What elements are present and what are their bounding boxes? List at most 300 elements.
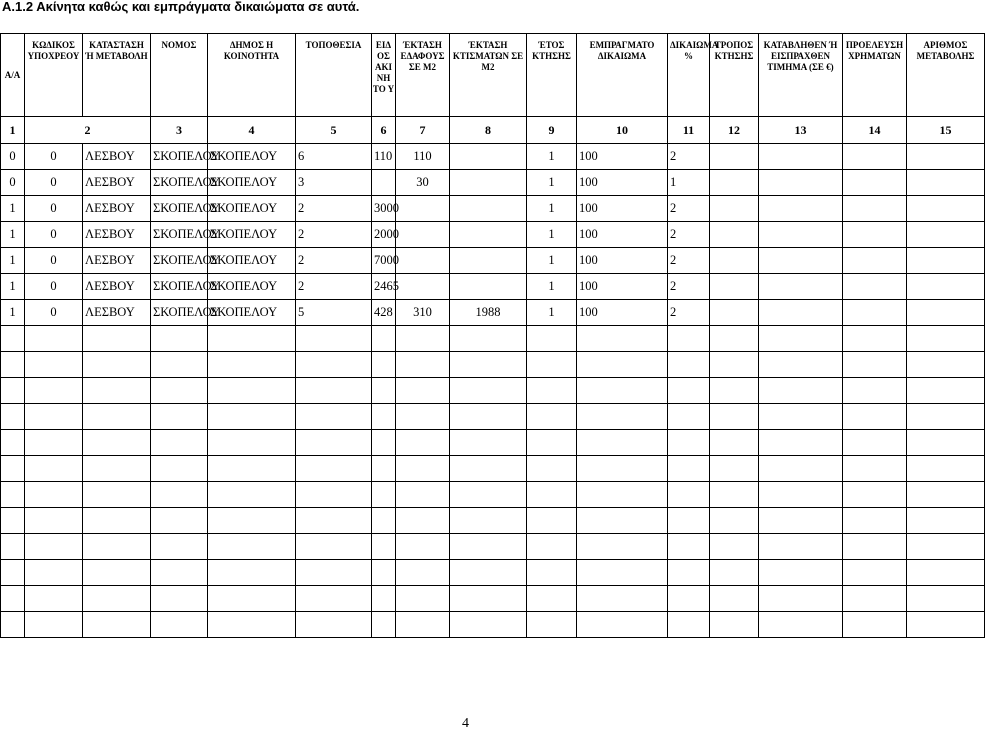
cell-land (372, 170, 396, 196)
cell-topos: ΣΚΟΠΕΛΟΥ (208, 222, 296, 248)
cell-aa: 1 (1, 222, 25, 248)
cell-mode: 1 (668, 170, 710, 196)
empty-cell (577, 560, 668, 586)
empty-cell (396, 378, 450, 404)
empty-row (1, 534, 985, 560)
empty-cell (907, 586, 985, 612)
empty-cell (1, 404, 25, 430)
empty-cell (296, 586, 372, 612)
cell-pct: 100 (577, 248, 668, 274)
empty-cell (843, 586, 907, 612)
empty-cell (1, 430, 25, 456)
empty-cell (1, 352, 25, 378)
empty-cell (843, 300, 907, 326)
column-number-row (1, 117, 985, 144)
empty-cell (843, 222, 907, 248)
empty-cell (710, 534, 759, 560)
table-row (1, 222, 985, 248)
empty-cell (83, 378, 151, 404)
header-cell: ΑΡΙΘΜΟΣ ΜΕΤΑΒΟΛΗΣ (907, 34, 985, 117)
empty-cell (396, 326, 450, 352)
header-cell: ΕΙΔ ΟΣ ΑΚΙ ΝΗ ΤΟ Υ (372, 34, 396, 117)
header-cell: ΝΟΜΟΣ (151, 34, 208, 117)
empty-cell (83, 404, 151, 430)
empty-cell (208, 508, 296, 534)
empty-cell (208, 534, 296, 560)
empty-cell (527, 508, 577, 534)
empty-cell (450, 612, 527, 638)
empty-cell (843, 534, 907, 560)
cell-topos: ΣΚΟΠΕΛΟΥ (208, 196, 296, 222)
empty-cell (759, 274, 843, 300)
cell-eidos: 2 (296, 274, 372, 300)
empty-cell (396, 352, 450, 378)
empty-cell (907, 326, 985, 352)
empty-cell (1, 560, 25, 586)
empty-cell (577, 352, 668, 378)
empty-cell (759, 612, 843, 638)
empty-cell (450, 404, 527, 430)
empty-cell (1, 482, 25, 508)
cell-topos: ΣΚΟΠΕΛΟΥ (208, 144, 296, 170)
cell-right: 1 (527, 144, 577, 170)
empty-cell (668, 482, 710, 508)
cell-dimos: ΣΚΟΠΕΛΟΥ (151, 196, 208, 222)
empty-cell (710, 222, 759, 248)
cell-right: 1 (527, 248, 577, 274)
empty-cell (527, 326, 577, 352)
empty-cell (296, 508, 372, 534)
empty-cell (450, 560, 527, 586)
cell-built: 110 (396, 144, 450, 170)
column-number: 15 (907, 117, 985, 144)
empty-cell (372, 612, 396, 638)
column-number: 4 (208, 117, 296, 144)
empty-cell (151, 508, 208, 534)
cell-status: 0 (25, 300, 83, 326)
empty-cell (710, 612, 759, 638)
empty-cell (396, 560, 450, 586)
empty-cell (843, 482, 907, 508)
empty-cell (710, 326, 759, 352)
empty-cell (296, 534, 372, 560)
cell-eidos: 6 (296, 144, 372, 170)
empty-cell (843, 326, 907, 352)
empty-cell (843, 404, 907, 430)
cell-aa: 0 (1, 144, 25, 170)
empty-cell (527, 456, 577, 482)
empty-cell (668, 430, 710, 456)
cell-status: 0 (25, 274, 83, 300)
empty-cell (25, 482, 83, 508)
empty-cell (710, 196, 759, 222)
empty-cell (577, 430, 668, 456)
empty-cell (372, 456, 396, 482)
empty-cell (1, 534, 25, 560)
empty-cell (25, 378, 83, 404)
empty-cell (396, 612, 450, 638)
empty-cell (151, 534, 208, 560)
cell-status: 0 (25, 170, 83, 196)
empty-cell (25, 326, 83, 352)
cell-built: 310 (396, 300, 450, 326)
empty-cell (759, 170, 843, 196)
empty-cell (151, 482, 208, 508)
empty-cell (208, 456, 296, 482)
empty-cell (450, 378, 527, 404)
empty-cell (151, 560, 208, 586)
table-row (1, 300, 985, 326)
cell-eidos: 5 (296, 300, 372, 326)
empty-cell (151, 326, 208, 352)
empty-cell (83, 482, 151, 508)
empty-cell (208, 404, 296, 430)
cell-dimos: ΣΚΟΠΕΛΟΥ (151, 144, 208, 170)
empty-cell (843, 144, 907, 170)
cell-right: 1 (527, 300, 577, 326)
cell-dimos: ΣΚΟΠΕΛΟΥ (151, 300, 208, 326)
empty-cell (151, 612, 208, 638)
header-cell: ΠΡΟΕΛΕΥΣΗ ΧΡΗΜΑΤΩΝ (843, 34, 907, 117)
empty-cell (668, 326, 710, 352)
empty-cell (668, 352, 710, 378)
empty-cell (907, 222, 985, 248)
empty-cell (208, 326, 296, 352)
empty-cell (450, 534, 527, 560)
cell-pct: 100 (577, 274, 668, 300)
empty-cell (25, 404, 83, 430)
empty-cell (372, 482, 396, 508)
cell-pct: 100 (577, 300, 668, 326)
empty-cell (372, 352, 396, 378)
empty-cell (577, 378, 668, 404)
empty-cell (577, 586, 668, 612)
empty-cell (710, 352, 759, 378)
empty-cell (296, 352, 372, 378)
empty-cell (450, 508, 527, 534)
cell-built (396, 274, 450, 300)
empty-cell (759, 222, 843, 248)
empty-cell (151, 456, 208, 482)
header-cell: ΚΑΤΑΣΤΑΣΗ Ή ΜΕΤΑΒΟΛΗ (83, 34, 151, 117)
empty-cell (759, 508, 843, 534)
empty-cell (83, 508, 151, 534)
column-number: 13 (759, 117, 843, 144)
cell-right: 1 (527, 196, 577, 222)
empty-cell (208, 352, 296, 378)
empty-cell (1, 586, 25, 612)
empty-cell (759, 586, 843, 612)
cell-mode: 2 (668, 274, 710, 300)
cell-aa: 1 (1, 300, 25, 326)
empty-cell (668, 586, 710, 612)
empty-cell (759, 326, 843, 352)
cell-pct: 100 (577, 144, 668, 170)
empty-cell (527, 560, 577, 586)
header-cell: ΈΚΤΑΣΗ ΕΔΑΦΟΥΣ ΣΕ Μ2 (396, 34, 450, 117)
empty-cell (296, 430, 372, 456)
empty-cell (843, 612, 907, 638)
empty-cell (759, 560, 843, 586)
empty-cell (843, 378, 907, 404)
empty-row (1, 508, 985, 534)
empty-cell (668, 508, 710, 534)
cell-topos: ΣΚΟΠΕΛΟΥ (208, 248, 296, 274)
column-number: 12 (710, 117, 759, 144)
empty-row (1, 326, 985, 352)
cell-eidos: 3 (296, 170, 372, 196)
cell-dimos: ΣΚΟΠΕΛΟΥ (151, 222, 208, 248)
empty-row (1, 378, 985, 404)
empty-row (1, 612, 985, 638)
empty-cell (450, 456, 527, 482)
empty-cell (151, 352, 208, 378)
empty-cell (907, 612, 985, 638)
cell-topos: ΣΚΟΠΕΛΟΥ (208, 274, 296, 300)
empty-cell (372, 378, 396, 404)
empty-cell (396, 534, 450, 560)
table-row (1, 144, 985, 170)
empty-cell (527, 378, 577, 404)
cell-pct: 100 (577, 196, 668, 222)
empty-cell (710, 586, 759, 612)
empty-cell (25, 612, 83, 638)
empty-cell (527, 430, 577, 456)
empty-cell (710, 560, 759, 586)
empty-cell (710, 248, 759, 274)
cell-nomos: ΛΕΣΒΟΥ (83, 196, 151, 222)
empty-cell (151, 586, 208, 612)
cell-mode: 2 (668, 222, 710, 248)
empty-cell (759, 430, 843, 456)
empty-cell (208, 612, 296, 638)
empty-cell (577, 482, 668, 508)
empty-cell (710, 430, 759, 456)
empty-cell (907, 274, 985, 300)
empty-cell (843, 196, 907, 222)
empty-cell (710, 300, 759, 326)
header-cell: ΈΚΤΑΣΗ ΚΤΙΣΜΑΤΩΝ ΣΕ Μ2 (450, 34, 527, 117)
empty-cell (296, 326, 372, 352)
header-cell: ΈΤΟΣ ΚΤΗΣΗΣ (527, 34, 577, 117)
empty-cell (907, 196, 985, 222)
empty-cell (907, 378, 985, 404)
empty-cell (527, 352, 577, 378)
empty-cell (843, 560, 907, 586)
empty-cell (25, 508, 83, 534)
empty-cell (296, 456, 372, 482)
column-number: 1 (1, 117, 25, 144)
empty-cell (668, 378, 710, 404)
cell-nomos: ΛΕΣΒΟΥ (83, 222, 151, 248)
empty-cell (759, 352, 843, 378)
empty-cell (759, 378, 843, 404)
empty-cell (396, 586, 450, 612)
empty-cell (907, 456, 985, 482)
empty-cell (843, 248, 907, 274)
section-title: Α.1.2 Ακίνητα καθώς και εμπράγματα δικαιώματα σε αυτά. (2, 0, 360, 14)
empty-cell (843, 274, 907, 300)
empty-cell (83, 534, 151, 560)
empty-cell (208, 586, 296, 612)
header-row (1, 34, 985, 117)
cell-dimos: ΣΚΟΠΕΛΟΥ (151, 170, 208, 196)
empty-cell (450, 586, 527, 612)
cell-year (450, 144, 527, 170)
column-number: 6 (372, 117, 396, 144)
cell-mode: 2 (668, 248, 710, 274)
cell-nomos: ΛΕΣΒΟΥ (83, 274, 151, 300)
empty-cell (296, 404, 372, 430)
empty-cell (296, 612, 372, 638)
empty-cell (396, 430, 450, 456)
cell-nomos: ΛΕΣΒΟΥ (83, 248, 151, 274)
cell-year (450, 222, 527, 248)
empty-cell (372, 508, 396, 534)
empty-cell (372, 560, 396, 586)
cell-status: 0 (25, 248, 83, 274)
empty-cell (759, 404, 843, 430)
cell-year: 1988 (450, 300, 527, 326)
empty-cell (710, 508, 759, 534)
header-cell: ΤΡΟΠΟΣ ΚΤΗΣΗΣ (710, 34, 759, 117)
empty-cell (1, 326, 25, 352)
cell-status: 0 (25, 144, 83, 170)
empty-cell (577, 456, 668, 482)
cell-status: 0 (25, 196, 83, 222)
empty-cell (1, 612, 25, 638)
empty-cell (668, 560, 710, 586)
cell-pct: 100 (577, 222, 668, 248)
cell-pct: 100 (577, 170, 668, 196)
empty-cell (710, 378, 759, 404)
property-table (0, 33, 985, 638)
cell-dimos: ΣΚΟΠΕΛΟΥ (151, 248, 208, 274)
header-cell: ΚΑΤΑΒΛΗΘΕΝ Ή ΕΙΣΠΡΑΧΘΕΝ ΤΙΜΗΜΑ (ΣΕ €) (759, 34, 843, 117)
empty-cell (577, 404, 668, 430)
empty-cell (151, 404, 208, 430)
empty-cell (296, 378, 372, 404)
cell-nomos: ΛΕΣΒΟΥ (83, 170, 151, 196)
cell-mode: 2 (668, 144, 710, 170)
empty-row (1, 352, 985, 378)
empty-cell (208, 378, 296, 404)
cell-topos: ΣΚΟΠΕΛΟΥ (208, 170, 296, 196)
empty-cell (396, 456, 450, 482)
empty-cell (759, 144, 843, 170)
empty-cell (25, 586, 83, 612)
cell-land: 2465 (372, 274, 396, 300)
header-cell: ΔΙΚΑΙΩΜΑ % (668, 34, 710, 117)
empty-cell (527, 404, 577, 430)
empty-row (1, 456, 985, 482)
empty-cell (296, 560, 372, 586)
empty-cell (710, 456, 759, 482)
empty-cell (1, 456, 25, 482)
empty-cell (907, 534, 985, 560)
header-cell: ΤΟΠΟΘΕΣΙΑ (296, 34, 372, 117)
empty-cell (907, 144, 985, 170)
empty-cell (759, 248, 843, 274)
empty-cell (668, 404, 710, 430)
column-number: 3 (151, 117, 208, 144)
empty-cell (450, 352, 527, 378)
empty-cell (907, 404, 985, 430)
table-row (1, 274, 985, 300)
empty-cell (907, 430, 985, 456)
cell-mode: 2 (668, 196, 710, 222)
empty-cell (25, 560, 83, 586)
empty-cell (759, 482, 843, 508)
empty-cell (759, 196, 843, 222)
empty-cell (25, 534, 83, 560)
empty-cell (668, 456, 710, 482)
empty-cell (450, 326, 527, 352)
cell-right: 1 (527, 222, 577, 248)
cell-eidos: 2 (296, 196, 372, 222)
empty-cell (372, 404, 396, 430)
empty-cell (208, 482, 296, 508)
empty-cell (907, 560, 985, 586)
cell-land: 428 (372, 300, 396, 326)
empty-cell (577, 326, 668, 352)
empty-cell (759, 300, 843, 326)
empty-row (1, 586, 985, 612)
empty-cell (83, 560, 151, 586)
empty-cell (372, 326, 396, 352)
empty-cell (710, 482, 759, 508)
empty-cell (25, 430, 83, 456)
cell-nomos: ΛΕΣΒΟΥ (83, 144, 151, 170)
cell-mode: 2 (668, 300, 710, 326)
empty-cell (83, 612, 151, 638)
empty-cell (907, 508, 985, 534)
cell-year (450, 170, 527, 196)
cell-land: 3000 (372, 196, 396, 222)
empty-cell (907, 170, 985, 196)
cell-right: 1 (527, 274, 577, 300)
table-row (1, 248, 985, 274)
empty-cell (843, 430, 907, 456)
empty-cell (577, 508, 668, 534)
cell-status: 0 (25, 222, 83, 248)
empty-row (1, 560, 985, 586)
empty-cell (208, 560, 296, 586)
column-number: 7 (396, 117, 450, 144)
cell-topos: ΣΚΟΠΕΛΟΥ (208, 300, 296, 326)
empty-cell (208, 430, 296, 456)
empty-cell (843, 456, 907, 482)
empty-cell (907, 352, 985, 378)
empty-cell (759, 456, 843, 482)
empty-cell (577, 534, 668, 560)
header-cell: ΕΜΠΡΑΓΜΑΤΟ ΔΙΚΑΙΩΜΑ (577, 34, 668, 117)
header-cell: ΔΗΜΟΣ Η ΚΟΙΝΟΤΗΤΑ (208, 34, 296, 117)
empty-cell (710, 404, 759, 430)
empty-cell (527, 534, 577, 560)
cell-right: 1 (527, 170, 577, 196)
cell-aa: 0 (1, 170, 25, 196)
cell-aa: 1 (1, 274, 25, 300)
empty-cell (83, 586, 151, 612)
column-number: 8 (450, 117, 527, 144)
header-cell: Α/Α (1, 34, 25, 117)
empty-cell (843, 508, 907, 534)
empty-cell (151, 430, 208, 456)
cell-eidos: 2 (296, 222, 372, 248)
empty-cell (668, 612, 710, 638)
empty-cell (450, 430, 527, 456)
